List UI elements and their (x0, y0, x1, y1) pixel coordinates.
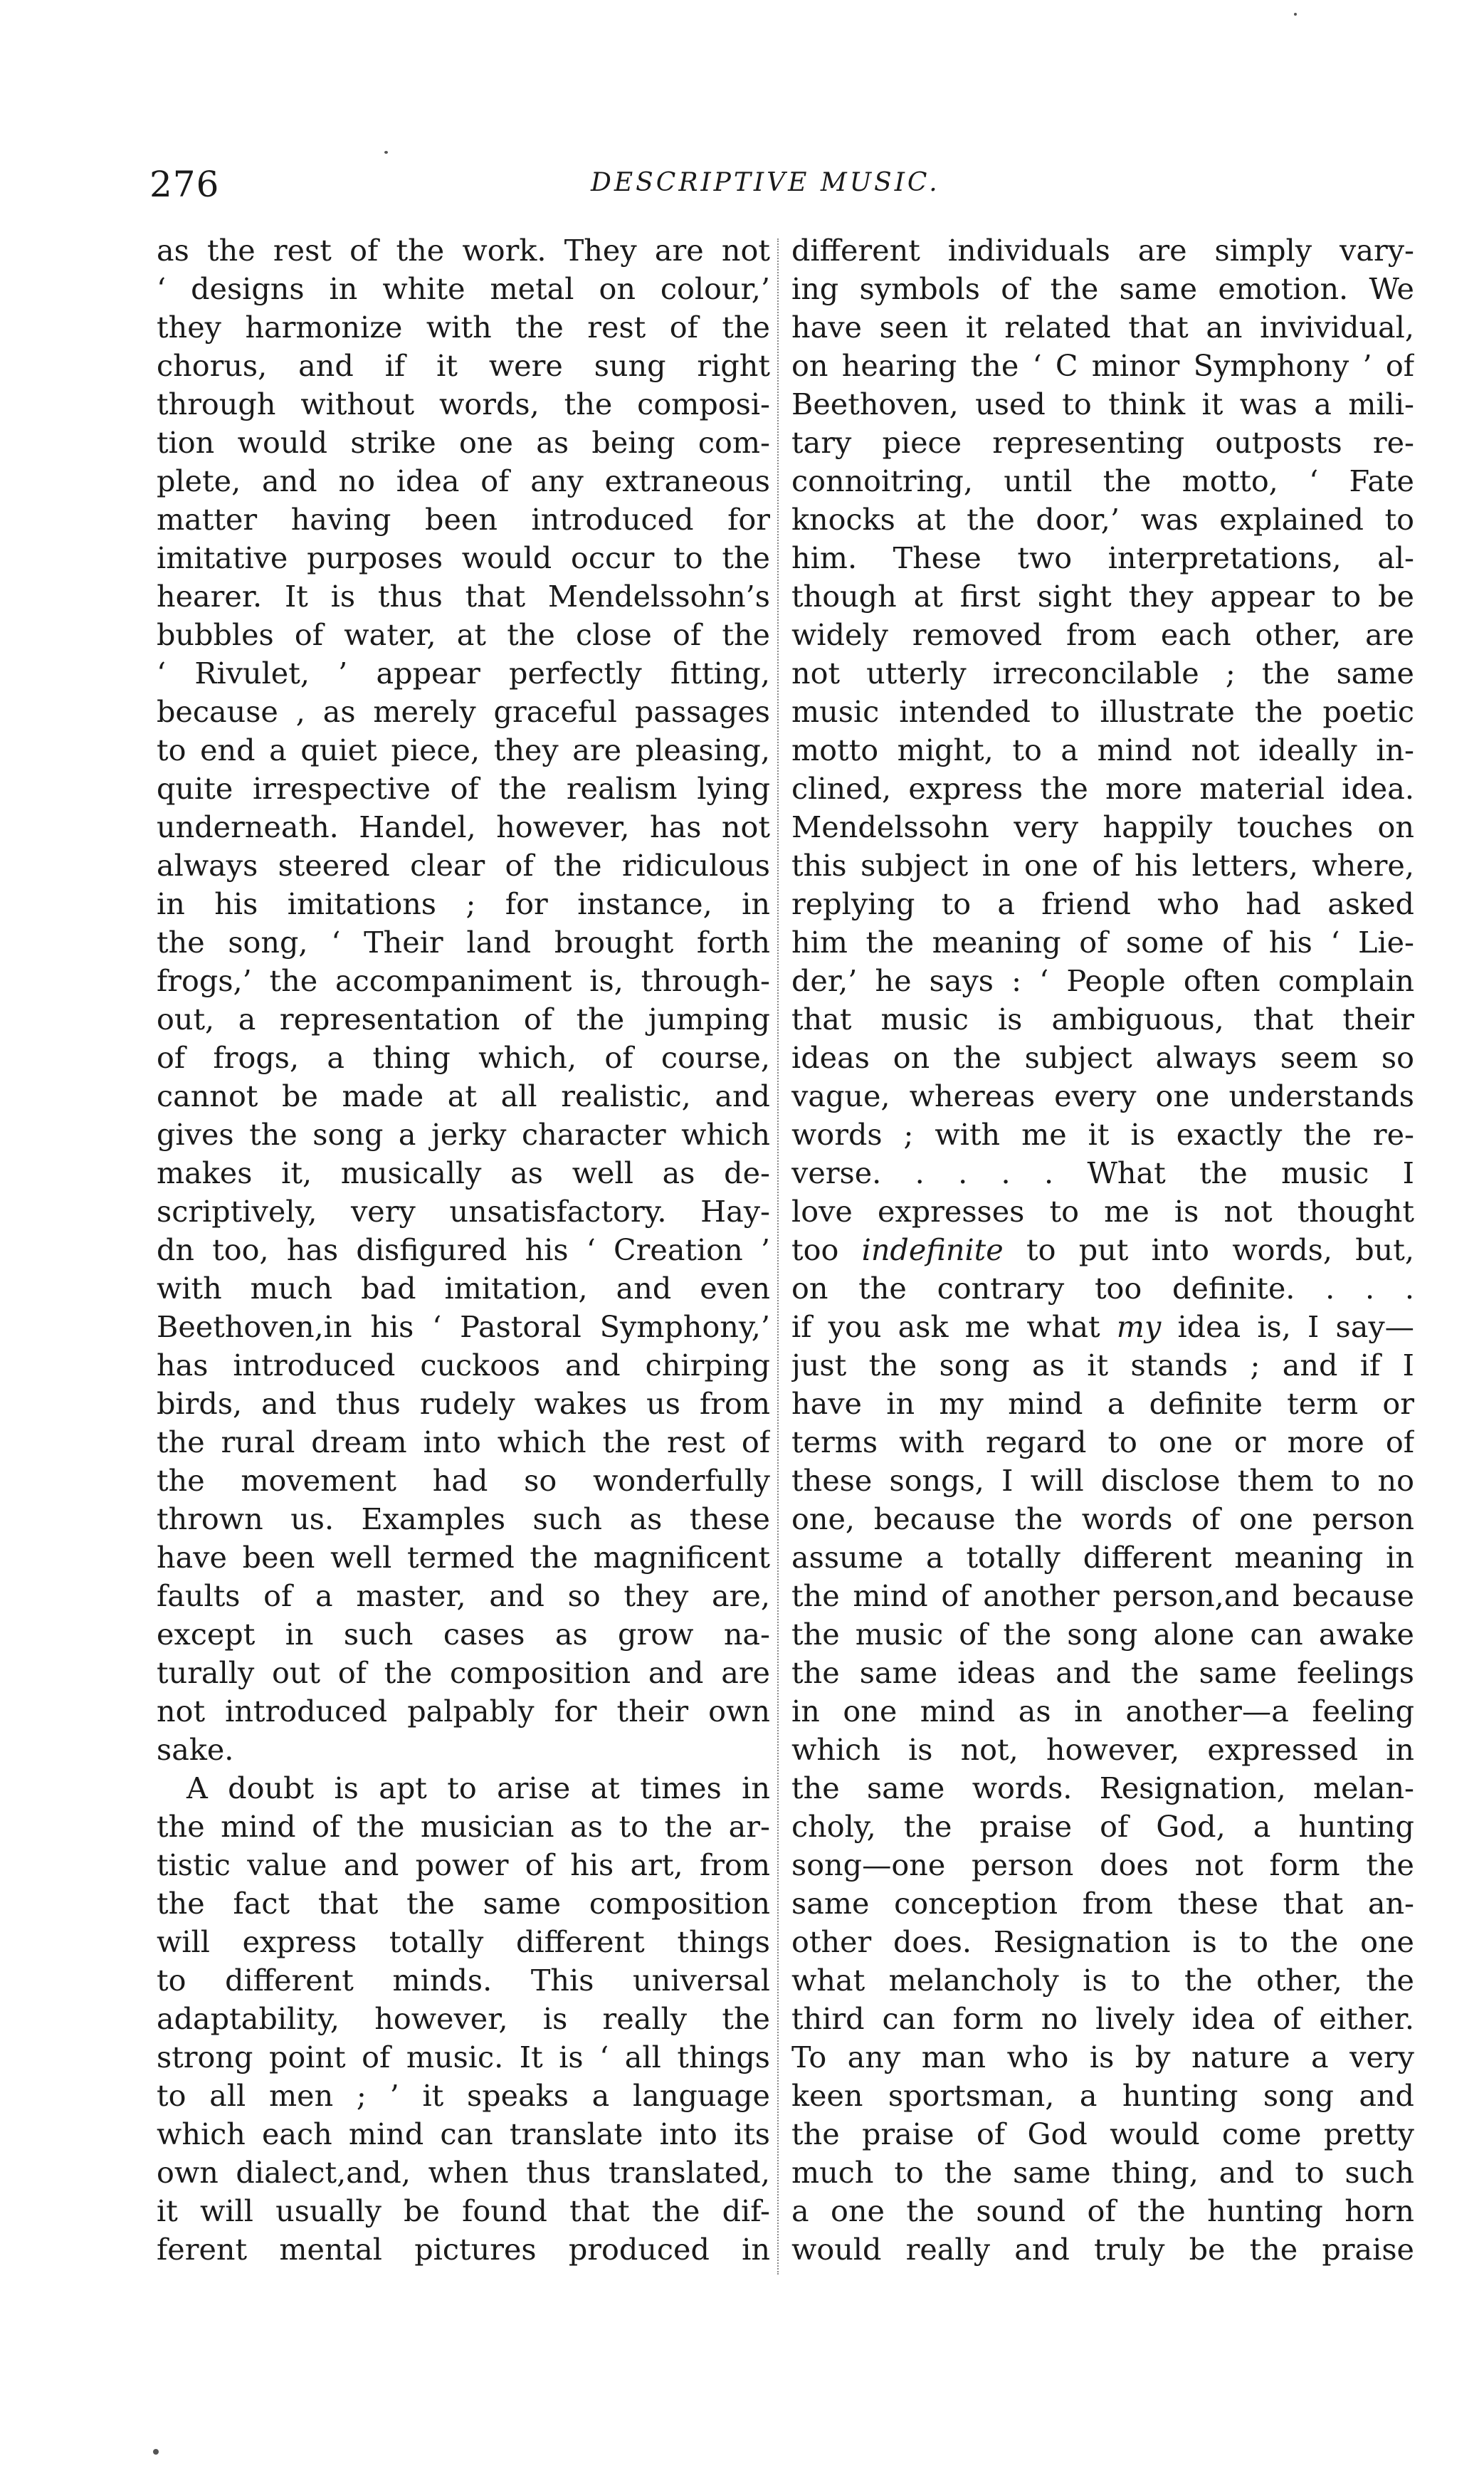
text-line: clined, express the more material idea. (791, 772, 1414, 806)
text-line: not introduced palpably for their own (157, 1694, 770, 1729)
text-line: third can form no lively idea of either. (791, 2002, 1414, 2036)
text-line: words ; with me it is exactly the re- (791, 1118, 1414, 1152)
text-line: underneath. Handel, however, has not (157, 810, 770, 844)
text-line: hearer. It is thus that Mendelssohn’s (157, 579, 770, 614)
text-line: it will usually be found that the dif- (157, 2194, 770, 2228)
text-line: other does. Resignation is to the one (791, 1925, 1414, 1959)
text-line: the fact that the same composition (157, 1887, 770, 1921)
text-line: matter having been introduced for (157, 503, 770, 537)
text-line: they harmonize with the rest of the (157, 310, 770, 345)
text-line: what melancholy is to the other, the (791, 1963, 1414, 1998)
text-line: tion would strike one as being com- (157, 426, 770, 460)
text-line: in one mind as in another—a feeling (791, 1694, 1414, 1729)
text-line: except in such cases as grow na- (157, 1617, 770, 1652)
text-line: chorus, and if it were sung right (157, 349, 770, 383)
text-line: cannot be made at all realistic, and (157, 1079, 770, 1113)
text-line: connoitring, until the motto, ‘ Fate (791, 464, 1414, 498)
text-line: thrown us. Examples such as these (157, 1502, 770, 1536)
line-segment: idea is, I say— (1161, 1310, 1414, 1344)
print-speck (153, 2449, 159, 2455)
text-line: much to the same thing, and to such (791, 2156, 1414, 2190)
text-line: to all men ; ’ it speaks a language (157, 2079, 770, 2113)
text-line: to end a quiet piece, they are pleasing, (157, 733, 770, 767)
text-line: has introduced cuckoos and chirping (157, 1348, 770, 1383)
text-line: of frogs, a thing which, of course, (157, 1041, 770, 1075)
text-line: out, a representation of the jumping (157, 1002, 770, 1037)
text-line: that music is ambiguous, that their (791, 1002, 1414, 1037)
text-line: will express totally different things (157, 1925, 770, 1959)
text-line: widely removed from each other, are (791, 618, 1414, 652)
column-divider (777, 238, 779, 2275)
text-line: him. These two interpretations, al- (791, 541, 1414, 575)
text-line: ‘ designs in white metal on colour,’ (157, 272, 770, 306)
text-line: strong point of music. It is ‘ all things (157, 2040, 770, 2074)
line-segment: to put into words, but, (1003, 1233, 1414, 1267)
text-line: love expresses to me is not thought (791, 1195, 1414, 1229)
text-line: ferent mental pictures produced in (157, 2233, 770, 2267)
text-line: have been well termed the magnificent (157, 1541, 770, 1575)
text-line: music intended to illustrate the poetic (791, 695, 1414, 729)
text-line: tistic value and power of his art, from (157, 1848, 770, 1882)
text-line: to different minds. This universal (157, 1963, 770, 1998)
text-line: just the song as it stands ; and if I (791, 1348, 1414, 1383)
line-segment: too (791, 1233, 862, 1267)
text-line: frogs,’ the accompaniment is, through- (157, 964, 770, 998)
text-line: the praise of God would come pretty (791, 2117, 1414, 2151)
text-line: gives the song a jerky character which (157, 1118, 770, 1152)
text-line: through without words, the composi- (157, 387, 770, 421)
text-line: knocks at the door,’ was explained to (791, 503, 1414, 537)
text-line: would really and truly be the praise (791, 2233, 1414, 2267)
text-line: as the rest of the work. They are not (157, 234, 770, 268)
emphasis: indefinite (861, 1233, 1004, 1267)
text-line: To any man who is by nature a very (791, 2040, 1414, 2074)
text-line: motto might, to a mind not ideally in- (791, 733, 1414, 767)
text-line: vague, whereas every one understands (791, 1079, 1414, 1113)
text-line: not utterly irreconcilable ; the same (791, 656, 1414, 691)
page-number: 276 (149, 164, 220, 205)
text-line: bubbles of water, at the close of the (157, 618, 770, 652)
text-line: turally out of the composition and are (157, 1656, 770, 1690)
text-line: the song, ‘ Their land brought forth (157, 925, 770, 960)
text-line: keen sportsman, a hunting song and (791, 2079, 1414, 2113)
text-line: the same ideas and the same feelings (791, 1656, 1414, 1690)
text-line: always steered clear of the ridiculous (157, 849, 770, 883)
text-line: own dialect,and, when thus translated, (157, 2156, 770, 2190)
text-line: song—one person does not form the (791, 1848, 1414, 1882)
text-line: der,’ he says : ‘ People often complain (791, 964, 1414, 998)
text-line: this subject in one of his letters, where, (791, 849, 1414, 883)
text-line (791, 1308, 1414, 1346)
text-line: same conception from these that an- (791, 1887, 1414, 1921)
text-line: a one the sound of the hunting horn (791, 2194, 1414, 2228)
right-text-column (791, 231, 1414, 2269)
text-line: the rural dream into which the rest of (157, 1425, 770, 1459)
text-line: replying to a friend who had asked (791, 887, 1414, 921)
text-line: the mind of the musician as to the ar- (157, 1810, 770, 1844)
text-line: though at first sight they appear to be (791, 579, 1414, 614)
text-line: these songs, I will disclose them to no (791, 1464, 1414, 1498)
text-line: him the meaning of some of his ‘ Lie- (791, 925, 1414, 960)
print-speck (1294, 13, 1297, 16)
text-line: have seen it related that an invividual, (791, 310, 1414, 345)
text-line: scriptively, very unsatisfactory. Hay- (157, 1195, 770, 1229)
line-segment: if you ask me what (791, 1310, 1117, 1344)
left-text-column (157, 231, 770, 2269)
text-line: because , as merely graceful passages (157, 695, 770, 729)
text-line: ‘ Rivulet, ’ appear perfectly fitting, (157, 656, 770, 691)
text-line: makes it, musically as well as de- (157, 1156, 770, 1190)
text-line: faults of a master, and so they are, (157, 1579, 770, 1613)
text-line: one, because the words of one person (791, 1502, 1414, 1536)
text-line: which each mind can translate into its (157, 2117, 770, 2151)
text-line: Mendelssohn very happily touches on (791, 810, 1414, 844)
text-line: A doubt is apt to arise at times in (186, 1771, 770, 1805)
text-line: Beethoven, used to think it was a mili- (791, 387, 1414, 421)
text-line: quite irrespective of the realism lying (157, 772, 770, 806)
text-line: birds, and thus rudely wakes us from (157, 1387, 770, 1421)
text-line: assume a totally different meaning in (791, 1541, 1414, 1575)
emphasis: my (1116, 1310, 1162, 1344)
text-line: tary piece representing outposts re- (791, 426, 1414, 460)
text-line: ing symbols of the same emotion. We (791, 272, 1414, 306)
text-line: plete, and no idea of any extraneous (157, 464, 770, 498)
print-speck (384, 151, 388, 154)
running-title: DESCRIPTIVE MUSIC. (591, 168, 940, 197)
text-line: imitative purposes would occur to the (157, 541, 770, 575)
text-line: choly, the praise of God, a hunting (791, 1810, 1414, 1844)
text-line: which is not, however, expressed in (791, 1733, 1414, 1767)
text-line: the same words. Resignation, melan- (791, 1771, 1414, 1805)
text-line: the movement had so wonderfully (157, 1464, 770, 1498)
text-line: terms with regard to one or more of (791, 1425, 1414, 1459)
text-line: on the contrary too definite. . . . (791, 1271, 1414, 1306)
text-line: with much bad imitation, and even (157, 1271, 770, 1306)
text-line: verse. . . . . What the music I (791, 1156, 1414, 1190)
text-line: the music of the song alone can awake (791, 1617, 1414, 1652)
text-line: sake. (157, 1733, 234, 1767)
text-line: Beethoven,in his ‘ Pastoral Symphony,’ (157, 1310, 770, 1344)
text-line (791, 1231, 1414, 1269)
text-line: have in my mind a definite term or (791, 1387, 1414, 1421)
text-line: in his imitations ; for instance, in (157, 887, 770, 921)
text-line: the mind of another person,and because (791, 1579, 1414, 1613)
text-line: different individuals are simply vary- (791, 234, 1414, 268)
text-line: ideas on the subject always seem so (791, 1041, 1414, 1075)
text-line: adaptability, however, is really the (157, 2002, 770, 2036)
page-header (149, 164, 1416, 206)
text-line: dn too, has disfigured his ‘ Creation ’ (157, 1233, 770, 1267)
text-line: on hearing the ‘ C minor Symphony ’ of (791, 349, 1414, 383)
